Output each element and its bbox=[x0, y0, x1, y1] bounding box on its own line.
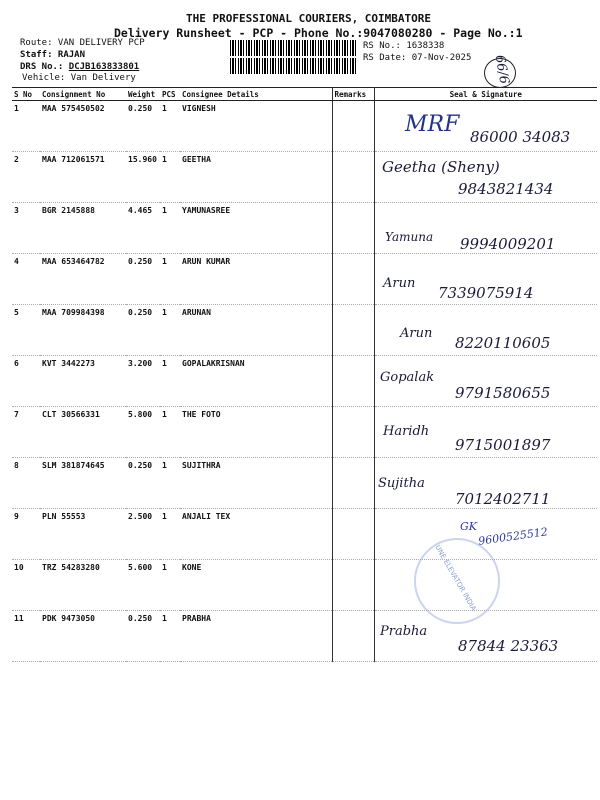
signature-row-3: Yamuna bbox=[385, 230, 434, 244]
cell-sno: 3 bbox=[12, 203, 40, 254]
cell-weight: 3.200 bbox=[126, 356, 160, 407]
cell-weight: 5.600 bbox=[126, 560, 160, 611]
signature-row-6: Gopalak bbox=[380, 370, 435, 385]
cell-consignee: THE FOTO bbox=[180, 407, 332, 458]
phone-row-8: 7012402711 bbox=[455, 490, 551, 508]
cell-consignee: ARUN KUMAR bbox=[180, 254, 332, 305]
cell-consignee: VIGNESH bbox=[180, 101, 332, 152]
cell-weight: 0.250 bbox=[126, 458, 160, 509]
table-header-row bbox=[12, 88, 597, 101]
signature-row-1: MRF bbox=[405, 112, 460, 137]
cell-consignment: MAA 653464782 bbox=[40, 254, 126, 305]
company-name: THE PROFESSIONAL COURIERS, COIMBATORE bbox=[186, 12, 432, 25]
phone-row-4: 7339075914 bbox=[438, 284, 534, 302]
cell-consignment: SLM 381874645 bbox=[40, 458, 126, 509]
cell-remarks bbox=[332, 560, 374, 611]
col-pcs: PCS bbox=[160, 88, 180, 101]
cell-pcs: 1 bbox=[160, 152, 180, 203]
table-row bbox=[12, 560, 597, 611]
phone-row-1: 86000 34083 bbox=[470, 128, 571, 146]
cell-consignment: BGR 2145888 bbox=[40, 203, 126, 254]
cell-consignee: YAMUNASREE bbox=[180, 203, 332, 254]
phone-row-2: 9843821434 bbox=[458, 180, 554, 198]
phone-row-7: 9715001897 bbox=[455, 436, 551, 454]
signature-row-8: Sujitha bbox=[378, 476, 425, 491]
cell-consignment: CLT 30566331 bbox=[40, 407, 126, 458]
runsheet-table bbox=[12, 87, 597, 662]
cell-pcs: 1 bbox=[160, 509, 180, 560]
cell-consignment: TRZ 54283280 bbox=[40, 560, 126, 611]
cell-consignment: MAA 575450502 bbox=[40, 101, 126, 152]
cell-sno: 5 bbox=[12, 305, 40, 356]
cell-consignment: KVT 3442273 bbox=[40, 356, 126, 407]
cell-consignee: KONE bbox=[180, 560, 332, 611]
staff-info: Staff: RAJAN bbox=[20, 50, 86, 60]
signature-row-2: Geetha (Sheny) bbox=[382, 158, 500, 176]
cell-pcs: 1 bbox=[160, 203, 180, 254]
cell-consignment: PLN 55553 bbox=[40, 509, 126, 560]
cell-pcs: 1 bbox=[160, 305, 180, 356]
cell-sno: 11 bbox=[12, 611, 40, 662]
drs-value: DCJB163833801 bbox=[68, 62, 140, 72]
phone-row-3: 9994009201 bbox=[460, 235, 556, 253]
cell-consignee: ARUNAN bbox=[180, 305, 332, 356]
cell-sno: 9 bbox=[12, 509, 40, 560]
cell-remarks bbox=[332, 458, 374, 509]
vehicle-info: Vehicle: Van Delivery bbox=[22, 73, 136, 83]
runsheet-title: Delivery Runsheet - PCP - Phone No.:9047080280 - Page No.:1 bbox=[114, 26, 523, 40]
cell-sno: 4 bbox=[12, 254, 40, 305]
rs-number: RS No.: 1638338 bbox=[363, 41, 445, 51]
signature-row-11: Prabha bbox=[380, 624, 428, 639]
col-consignee: Consignee Details bbox=[180, 88, 332, 101]
cell-pcs: 1 bbox=[160, 611, 180, 662]
drs-label: DRS No.: bbox=[20, 62, 64, 72]
cell-consignment: MAA 709984398 bbox=[40, 305, 126, 356]
cell-remarks bbox=[332, 101, 374, 152]
cell-remarks bbox=[332, 305, 374, 356]
cell-weight: 0.250 bbox=[126, 101, 160, 152]
barcode-2 bbox=[230, 58, 358, 74]
cell-remarks bbox=[332, 509, 374, 560]
cell-sno: 10 bbox=[12, 560, 40, 611]
cell-consignee: PRABHA bbox=[180, 611, 332, 662]
cell-pcs: 1 bbox=[160, 356, 180, 407]
cell-consignee: GEETHA bbox=[180, 152, 332, 203]
cell-remarks bbox=[332, 152, 374, 203]
phone-row-9: 9600525512 bbox=[477, 525, 549, 548]
cell-sno: 7 bbox=[12, 407, 40, 458]
signature-row-7: Haridh bbox=[383, 424, 430, 439]
col-consignment: Consignment No bbox=[40, 88, 126, 101]
cell-weight: 5.800 bbox=[126, 407, 160, 458]
cell-consignee: ANJALI TEX bbox=[180, 509, 332, 560]
cell-sno: 6 bbox=[12, 356, 40, 407]
cell-pcs: 1 bbox=[160, 458, 180, 509]
cell-sno: 8 bbox=[12, 458, 40, 509]
signature-row-4: Arun bbox=[383, 276, 416, 291]
route-info: Route: VAN DELIVERY PCP bbox=[20, 38, 145, 48]
cell-remarks bbox=[332, 203, 374, 254]
page-mark: 66/6 bbox=[491, 53, 512, 86]
cell-consignee: GOPALAKRISNAN bbox=[180, 356, 332, 407]
cell-remarks bbox=[332, 611, 374, 662]
phone-row-11: 87844 23363 bbox=[458, 637, 559, 655]
cell-weight: 0.250 bbox=[126, 305, 160, 356]
cell-weight: 4.465 bbox=[126, 203, 160, 254]
col-signature: Seal & Signature bbox=[374, 88, 597, 101]
cell-consignment: PDK 9473050 bbox=[40, 611, 126, 662]
cell-sno: 2 bbox=[12, 152, 40, 203]
barcode-1 bbox=[230, 40, 358, 56]
cell-remarks bbox=[332, 407, 374, 458]
cell-remarks bbox=[332, 254, 374, 305]
col-weight: Weight bbox=[126, 88, 160, 101]
cell-weight: 2.500 bbox=[126, 509, 160, 560]
cell-weight: 0.250 bbox=[126, 611, 160, 662]
cell-pcs: 1 bbox=[160, 560, 180, 611]
cell-pcs: 1 bbox=[160, 101, 180, 152]
seal-text: UNE ELEVATOR INDIA bbox=[433, 543, 478, 613]
drs-number bbox=[20, 62, 139, 72]
cell-pcs: 1 bbox=[160, 407, 180, 458]
cell-consignee: SUJITHRA bbox=[180, 458, 332, 509]
signature-row-9: GK bbox=[460, 520, 478, 533]
col-sno: S No bbox=[12, 88, 40, 101]
phone-row-5: 8220110605 bbox=[455, 334, 551, 352]
cell-weight: 0.250 bbox=[126, 254, 160, 305]
col-remarks: Remarks bbox=[332, 88, 374, 101]
phone-row-6: 9791580655 bbox=[455, 384, 551, 402]
cell-weight: 15.960 bbox=[126, 152, 160, 203]
signature-row-5: Arun bbox=[400, 326, 433, 341]
cell-remarks bbox=[332, 356, 374, 407]
rs-date: RS Date: 07-Nov-2025 bbox=[363, 53, 472, 63]
cell-consignment: MAA 712061571 bbox=[40, 152, 126, 203]
cell-sno: 1 bbox=[12, 101, 40, 152]
cell-pcs: 1 bbox=[160, 254, 180, 305]
